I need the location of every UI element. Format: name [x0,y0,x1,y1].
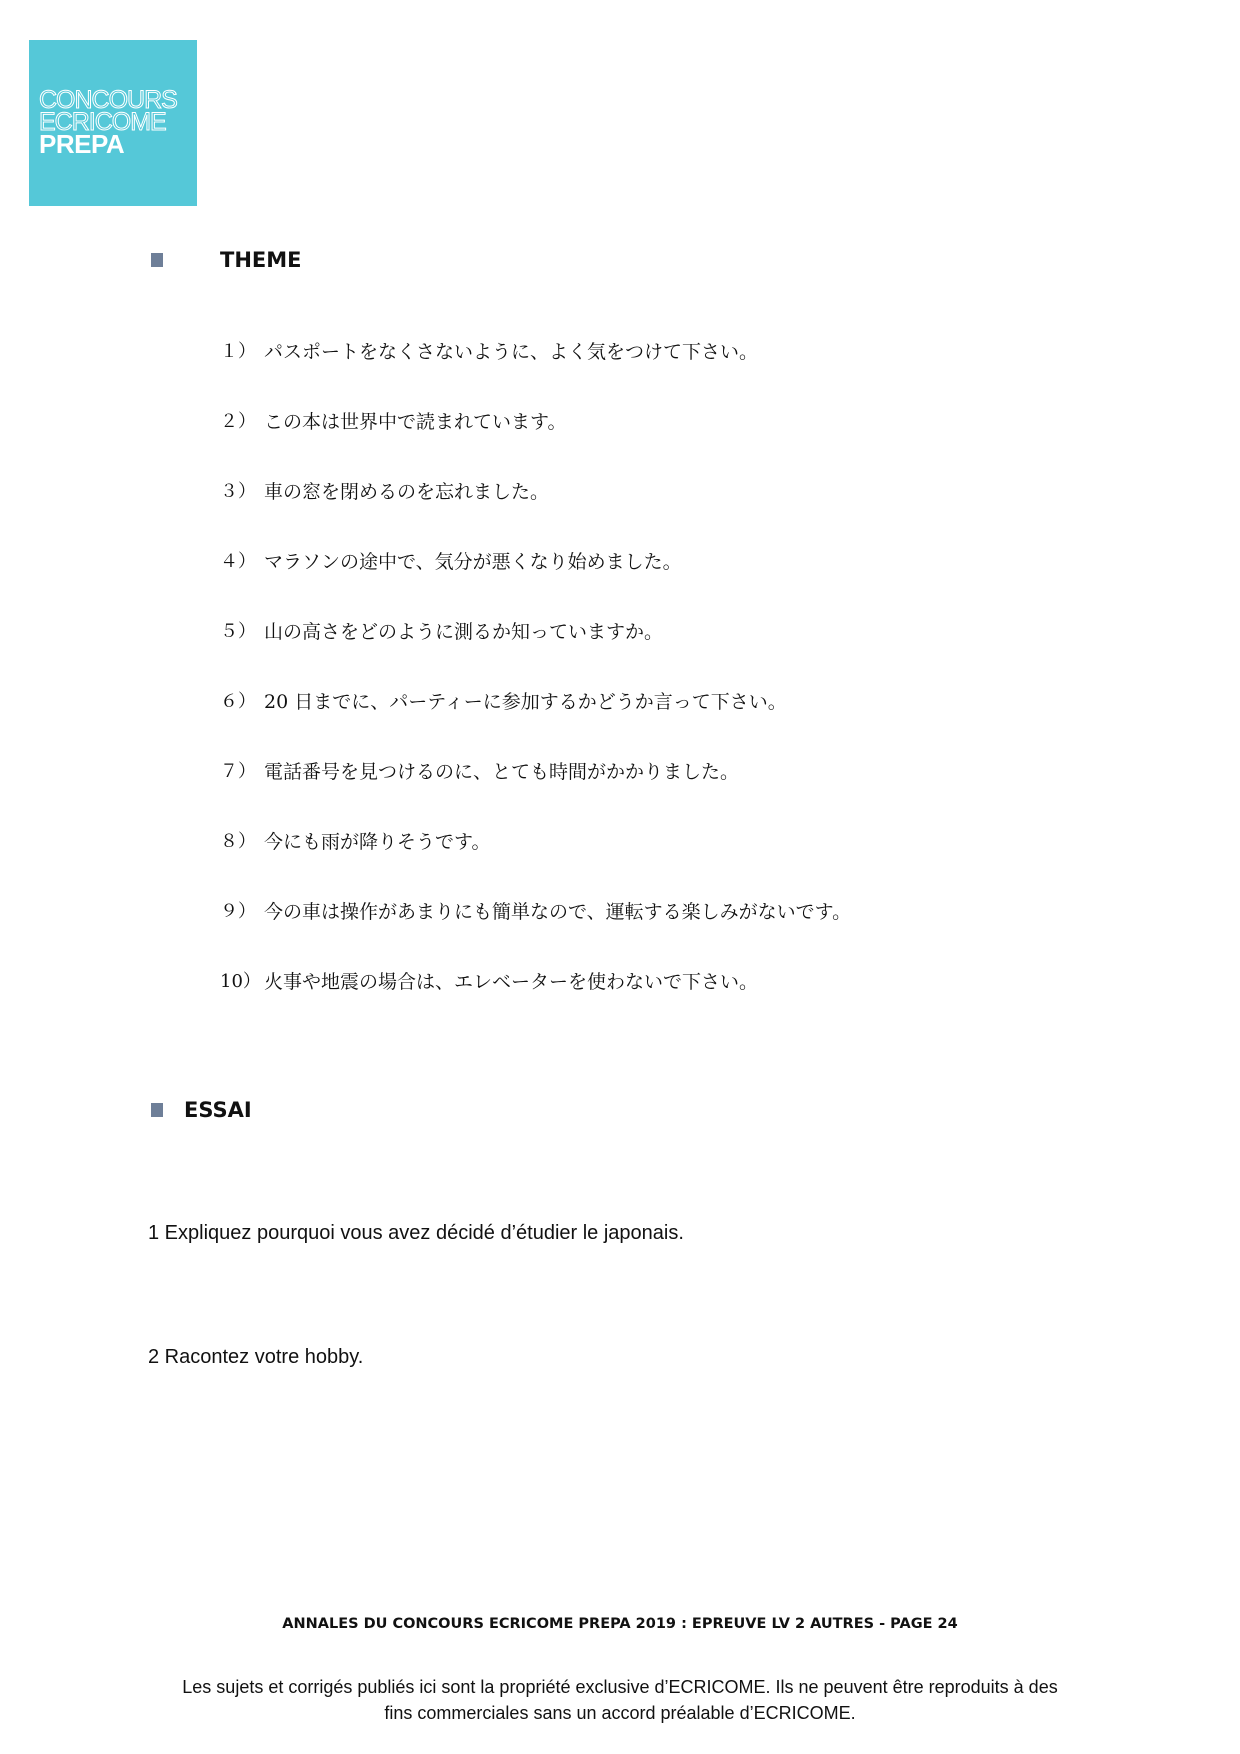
theme-item [220,757,851,827]
theme-item-text: この本は世界中で読まれています。 [264,411,567,433]
theme-item-number: ８） [220,831,256,852]
theme-item-text: パスポートをなくさないように、よく気をつけて下さい。 [264,341,759,363]
theme-item [220,547,851,617]
square-bullet-icon [151,1103,163,1117]
theme-item [220,407,851,477]
footer-notice-line-1: Les sujets et corrigés publiés ici sont la propriété exclusive d’ECRICOME. Ils ne peuvent être reproduits à des [182,1677,1058,1697]
logo-line-concours: CONCOURS [39,86,177,114]
theme-item-number: １） [220,341,256,362]
essai-section-header [151,1098,252,1122]
theme-item-text: 山の高さをどのように測るか知っていますか。 [264,621,664,643]
theme-item [220,967,851,1037]
logo-text [39,86,177,159]
theme-section-header [151,248,302,272]
square-bullet-icon [151,253,163,267]
theme-item [220,617,851,687]
theme-item-number: ５） [220,621,256,642]
theme-item-text: 電話番号を見つけるのに、とても時間がかかりました。 [264,761,740,783]
theme-item-text: 今にも雨が降りそうです。 [264,831,491,853]
essai-question-1: 1 Expliquez pourquoi vous avez décidé d’étudier le japonais. [148,1222,684,1244]
theme-item-number: ６） [220,691,256,712]
footer-notice [0,1674,1240,1726]
theme-item-text: 火事や地震の場合は、エレベーターを使わないで下さい。 [264,971,759,993]
theme-title: THEME [220,248,302,272]
theme-item-number: ９） [220,901,256,922]
theme-item-text: マラソンの途中で、気分が悪くなり始めました。 [264,551,682,573]
theme-sentence-list [220,337,851,1037]
theme-item-number: 10） [220,971,261,992]
essai-question-2: 2 Racontez votre hobby. [148,1346,364,1368]
theme-item-number: ７） [220,761,256,782]
theme-item-number: ４） [220,551,256,572]
theme-item [220,687,851,757]
logo-line-prepa: PREPA [39,129,125,159]
footer-title: ANNALES DU CONCOURS ECRICOME PREPA 2019 : EPREUVE LV 2 AUTRES - PAGE 24 [282,1616,958,1632]
theme-item [220,337,851,407]
theme-item-text: 20 日までに、パーティーに参加するかどうか言って下さい。 [264,691,787,713]
theme-item-number: ３） [220,481,256,502]
theme-item [220,897,851,967]
logo-line-ecricome: ECRICOME [39,108,166,136]
theme-item [220,827,851,897]
theme-item [220,477,851,547]
essai-title: ESSAI [184,1098,252,1122]
ecricome-logo [29,40,197,206]
footer-notice-line-2: fins commerciales sans un accord préalable d’ECRICOME. [384,1703,856,1723]
theme-item-text: 今の車は操作があまりにも簡単なので、運転する楽しみがないです。 [264,901,852,923]
theme-item-text: 車の窓を閉めるのを忘れました。 [264,481,550,503]
theme-item-number: ２） [220,411,256,432]
